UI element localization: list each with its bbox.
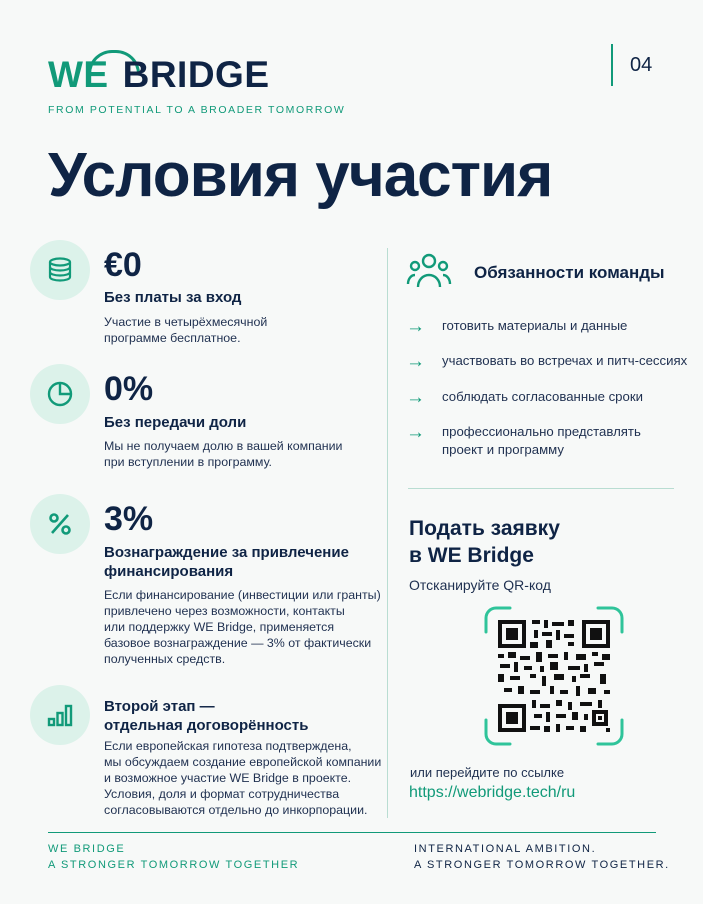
term-value-fee: 3%	[104, 500, 154, 538]
text-line: привлечено через возможности, контакты	[104, 604, 345, 618]
heading-line: финансирования	[104, 563, 234, 580]
term-heading-second-stage	[104, 697, 308, 735]
apply-title	[409, 515, 560, 569]
responsibility-text	[442, 423, 641, 459]
logo-we: WE	[48, 54, 109, 95]
page-title: Условия участия	[48, 141, 553, 210]
text-line: Условия, доля и формат сотрудничества	[104, 787, 340, 801]
heading-line: отдельная договорённость	[104, 717, 309, 734]
link-instruction: или перейдите по ссылке	[410, 765, 565, 780]
text-line: полученных средств.	[104, 652, 226, 666]
arrow-right-icon: →	[406, 387, 425, 408]
term-heading-equity: Без передачи доли	[104, 414, 247, 431]
arrow-right-icon: →	[406, 316, 425, 337]
text-line: Мы не получаем долю в вашей компании	[104, 439, 343, 453]
footer-left	[48, 841, 299, 873]
footer-line: A STRONGER TOMORROW TOGETHER.	[414, 859, 670, 871]
heading-line: в WE Bridge	[409, 544, 534, 567]
heading-line: Второй этап —	[104, 698, 215, 715]
heading-line: Подать заявку	[409, 517, 560, 540]
heading-line: Вознаграждение за привлечение	[104, 544, 349, 561]
text-line: согласовываются отдельно до инкорпорации.	[104, 803, 368, 817]
column-divider	[387, 248, 388, 818]
text-line: мы обсуждаем создание европейской компании	[104, 755, 382, 769]
text-line: проект и программу	[442, 442, 564, 457]
text-line: базовое вознаграждение — 3% от фактически	[104, 636, 372, 650]
footer-line: A STRONGER TOMORROW TOGETHER	[48, 859, 300, 871]
team-icon	[406, 251, 452, 296]
text-line: при вступлении в программу.	[104, 455, 272, 469]
responsibilities-title: Обязанности команды	[474, 263, 665, 282]
footer-divider	[48, 832, 656, 833]
text-line: Если финансирование (инвестиции или гранты)	[104, 588, 381, 602]
term-value-entry-fee: €0	[104, 246, 142, 284]
term-heading-entry-fee: Без платы за вход	[104, 289, 242, 306]
responsibility-text: готовить материалы и данные	[442, 318, 628, 333]
term-text-fee	[104, 587, 381, 667]
text-line: и возможное участие WE Bridge в проекте.	[104, 771, 352, 785]
arrow-right-icon: →	[406, 422, 425, 443]
term-text-second-stage	[104, 738, 381, 818]
footer-right	[414, 841, 670, 873]
text-line: Если европейская гипотеза подтверждена,	[104, 739, 352, 753]
qr-code[interactable]	[484, 606, 624, 746]
coins-stack-icon	[30, 240, 90, 300]
website-link[interactable]: https://webridge.tech/ru	[409, 784, 576, 801]
logo-bridge: BRIDGE	[122, 54, 270, 95]
term-value-equity: 0%	[104, 370, 154, 408]
text-line: Участие в четырёхмесячной	[104, 315, 268, 329]
footer-line: INTERNATIONAL AMBITION.	[414, 843, 597, 855]
bar-chart-icon	[30, 685, 90, 745]
responsibility-text: участвовать во встречах и питч-сессиях	[442, 353, 688, 368]
arrow-right-icon: →	[406, 351, 425, 372]
page-number-separator	[611, 44, 613, 86]
term-text-entry-fee	[104, 314, 267, 346]
percent-icon	[30, 494, 90, 554]
term-heading-fee	[104, 543, 349, 581]
responsibility-text: соблюдать согласованные сроки	[442, 389, 643, 404]
text-line: или поддержку WE Bridge, применяется	[104, 620, 335, 634]
term-text-equity	[104, 438, 342, 470]
footer-line: WE BRIDGE	[48, 843, 126, 855]
page-number: 04	[630, 54, 653, 76]
logo	[48, 56, 270, 93]
pie-chart-icon	[30, 364, 90, 424]
text-line: профессионально представлять	[442, 424, 641, 439]
scan-instruction: Отсканируйте QR-код	[409, 577, 551, 593]
tagline: FROM POTENTIAL TO A BROADER TOMORROW	[48, 104, 346, 116]
text-line: программе бесплатное.	[104, 331, 241, 345]
section-divider	[408, 488, 674, 489]
